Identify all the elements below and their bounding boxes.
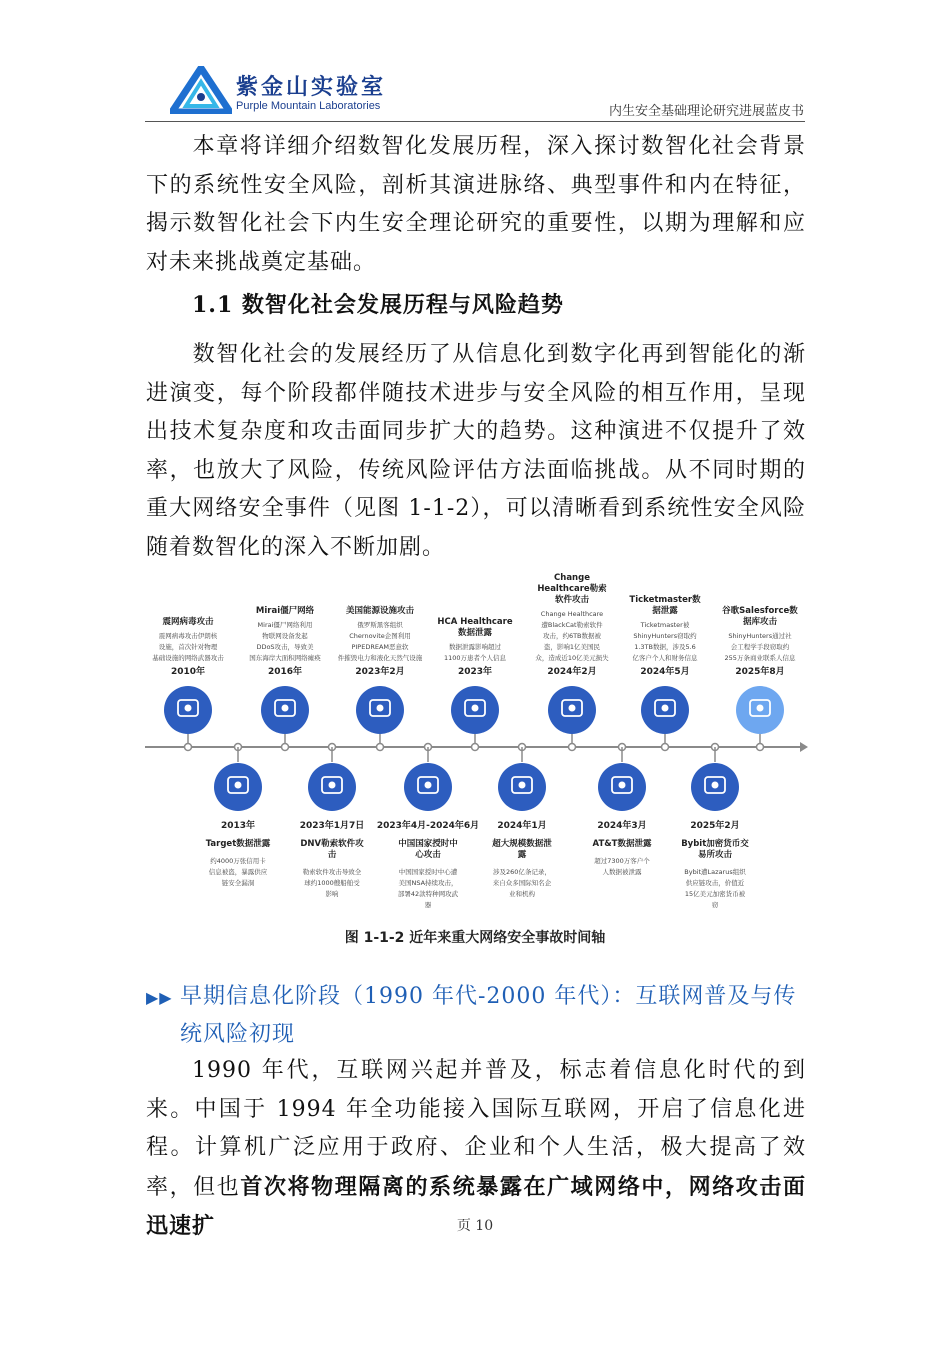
timeline-node	[377, 744, 384, 751]
logo-chinese-name: 紫金山实验室	[236, 75, 387, 100]
icon-glyph-dot	[235, 782, 242, 789]
event-description: 供应链攻击，价值近	[685, 879, 745, 887]
event-title: 露	[517, 850, 527, 860]
body-text: 1990 年代，互联网兴起并普及，标志着信息化时代的到来。中国于 1994 年全功能接入国际互联网，开启了信息化进程。计算机广泛应用于政府、企业和个人生活，极大提高了效率，但也	[146, 1058, 806, 1200]
event-title: 击	[327, 850, 337, 860]
event-title: Mirai僵尸网络	[255, 606, 315, 616]
event-description: 部署42款特种网攻武	[397, 890, 459, 898]
subsection-heading	[146, 978, 806, 1053]
page-number: 页 10	[456, 1218, 494, 1234]
event-description: DDoS攻击，导致美	[256, 643, 314, 651]
timeline-node	[282, 744, 289, 751]
event-description: 球约1000艘船舶受	[304, 879, 360, 887]
event-title: 据泄露	[652, 606, 678, 616]
event-description: 约4000万张信用卡	[210, 857, 266, 865]
event-description: 勒索软件攻击导致全	[302, 868, 362, 876]
event-title: Healthcare勒索	[537, 584, 607, 594]
event-year: 2016年	[267, 667, 303, 677]
event-description: 遭BlackCat勒索软件	[541, 621, 603, 629]
event-description: 俄罗斯黑客组织	[357, 621, 403, 629]
event-year: 2024年1月	[497, 821, 547, 831]
event-description: 数据泄露影响超过	[449, 643, 501, 651]
event-year: 2023年2月	[355, 667, 405, 677]
icon-glyph-dot	[329, 782, 336, 789]
timeline-node	[185, 744, 192, 751]
event-description: 1.3TB数据，涉及5.6	[634, 643, 696, 651]
event-description: 窃	[711, 901, 719, 909]
timeline-node	[662, 744, 669, 751]
event-description: Bybit遭Lazarus组织	[684, 868, 746, 876]
security-incident-timeline	[140, 562, 810, 920]
event-year: 2010年	[170, 667, 206, 677]
event-description: 影响	[325, 890, 339, 898]
event-title: 中国国家授时中	[398, 839, 458, 849]
event-description: Mirai僵尸网络利用	[257, 621, 313, 629]
timeline-node	[569, 744, 576, 751]
event-description: 涉及260亿条记录，	[493, 868, 551, 876]
event-description: 设施，首次针对物理	[158, 643, 218, 651]
event-description: 件摧毁电力和液化天然气设施	[337, 654, 423, 662]
icon-glyph-dot	[425, 782, 432, 789]
event-title: AT&T数据泄露	[592, 839, 652, 849]
page-header	[0, 0, 950, 125]
logo-english-name: Purple Mountain Laboratories	[236, 100, 381, 112]
double-arrow-icon: ▶▶	[146, 988, 173, 1007]
event-title: Ticketmaster数	[629, 595, 701, 605]
event-description: Change Healthcare	[540, 610, 604, 618]
icon-glyph-dot	[377, 705, 384, 712]
figure-caption: 图 1-1-2 近年来重大网络安全事故时间轴	[344, 930, 606, 946]
purple-mountain-logo-icon	[170, 66, 232, 114]
event-description: 255万条商业联系人信息	[724, 654, 796, 662]
icon-glyph-dot	[472, 705, 479, 712]
event-description: 亿客户个人和财务信息	[632, 654, 698, 662]
event-description: 众，造成近10亿美元损失	[535, 654, 609, 662]
event-description: 中国国家授时中心遭	[398, 868, 458, 876]
header-divider	[145, 121, 805, 122]
event-description: 来自众多国际知名企	[492, 879, 552, 887]
body-bold-text: 首次将物理隔离的系统暴露在广域网络中，网络攻击面迅速扩	[146, 1173, 806, 1239]
event-description: 业和机构	[509, 890, 535, 898]
event-description: 物联网设备发起	[262, 632, 308, 640]
section-heading: 1.1 数智化社会发展历程与风险趋势	[192, 292, 564, 318]
event-year: 2024年2月	[547, 667, 597, 677]
event-title: 软件攻击	[554, 595, 590, 605]
event-year: 2013年	[220, 821, 256, 831]
event-description: 1100万患者个人信息	[443, 654, 507, 662]
event-description: 基础设施的网络武器攻击	[152, 654, 224, 662]
section-paragraph	[146, 336, 806, 567]
event-description: Ticketmaster被	[640, 621, 690, 629]
timeline-node	[472, 744, 479, 751]
icon-glyph-dot	[712, 782, 719, 789]
icon-glyph-dot	[569, 705, 576, 712]
event-description: 15亿美元加密货币被	[684, 890, 746, 898]
event-description: PIPEDREAM恶意软	[351, 643, 409, 651]
event-description: 震网病毒攻击伊朗核	[158, 632, 218, 640]
event-title: 震网病毒攻击	[162, 617, 214, 627]
event-title: DNV勒索软件攻	[300, 839, 364, 849]
event-description: 器	[424, 901, 432, 909]
icon-glyph-dot	[662, 705, 669, 712]
subsection-heading-line2: 统风险初现	[180, 1022, 296, 1047]
event-year: 2025年8月	[735, 667, 785, 677]
icon-glyph-dot	[185, 705, 192, 712]
event-description: 国东海岸大面积网络瘫痪	[249, 654, 321, 662]
event-year: 2023年	[457, 667, 493, 677]
section-text: 数智化社会的发展经历了从信息化到数字化再到智能化的渐进演变，每个阶段都伴随技术进步与安全风险的相互作用，呈现出技术复杂度和攻击面同步扩大的趋势。这种演进不仅提升了效率，也放大了风险，传统风险评估方法面临挑战。从不同时期的重大网络安全事件（见图 1-1-2），可以清晰看到系统性安全风险随着数智化的深入不断加剧。	[146, 342, 806, 560]
event-description: ShinyHunters通过社	[728, 632, 792, 640]
event-description: ShinyHunters窃取约	[633, 632, 697, 640]
event-description: 链安全漏洞	[221, 879, 255, 887]
event-title: 易所攻击	[697, 850, 733, 860]
timeline-node	[757, 744, 764, 751]
event-title: 谷歌Salesforce数	[722, 606, 798, 616]
event-year: 2025年2月	[690, 821, 740, 831]
event-year: 2024年3月	[597, 821, 647, 831]
event-title: 数据泄露	[457, 628, 493, 638]
event-title: HCA Healthcare	[437, 617, 513, 627]
icon-glyph-dot	[519, 782, 526, 789]
event-year: 2023年4月-2024年6月	[376, 821, 480, 831]
event-title: 美国能源设施攻击	[345, 606, 415, 616]
intro-text: 本章将详细介绍数智化发展历程，深入探讨数智化社会背景下的系统性安全风险，剖析其演进脉络、典型事件和内在特征，揭示数智化社会下内生安全理论研究的重要性，以期为理解和应对未来挑战奠定基础。	[146, 134, 806, 275]
icon-glyph-dot	[282, 705, 289, 712]
event-title: 据库攻击	[742, 617, 778, 627]
event-description: Chernovite企图利用	[349, 632, 411, 640]
event-description: 美国NSA持续攻击，	[398, 879, 458, 887]
event-description: 会工程学手段窃取约	[730, 643, 790, 651]
icon-glyph-dot	[619, 782, 626, 789]
event-year: 2024年5月	[640, 667, 690, 677]
icon-glyph-dot	[757, 705, 764, 712]
event-description: 盗，影响1亿美国民	[543, 643, 601, 651]
event-description: 人数据被泄露	[602, 868, 642, 876]
event-title: Bybit加密货币交	[681, 839, 749, 849]
event-description: 信息被盗，暴露供应	[208, 868, 268, 876]
subsection-heading-line1: 早期信息化阶段（1990 年代-2000 年代）：互联网普及与传	[180, 984, 797, 1009]
event-year: 2023年1月7日	[299, 821, 365, 831]
event-title: 心攻击	[415, 850, 441, 860]
timeline-arrow-icon	[800, 742, 808, 752]
document-title: 内生安全基础理论研究进展蓝皮书	[608, 104, 804, 119]
intro-paragraph	[146, 128, 806, 282]
event-title: Change	[554, 573, 590, 583]
event-title: Target数据泄露	[205, 839, 271, 849]
event-description: 超过7300万客户个	[594, 857, 650, 865]
event-description: 攻击，约6TB数据被	[542, 632, 602, 640]
event-title: 超大规模数据泄	[492, 839, 552, 849]
